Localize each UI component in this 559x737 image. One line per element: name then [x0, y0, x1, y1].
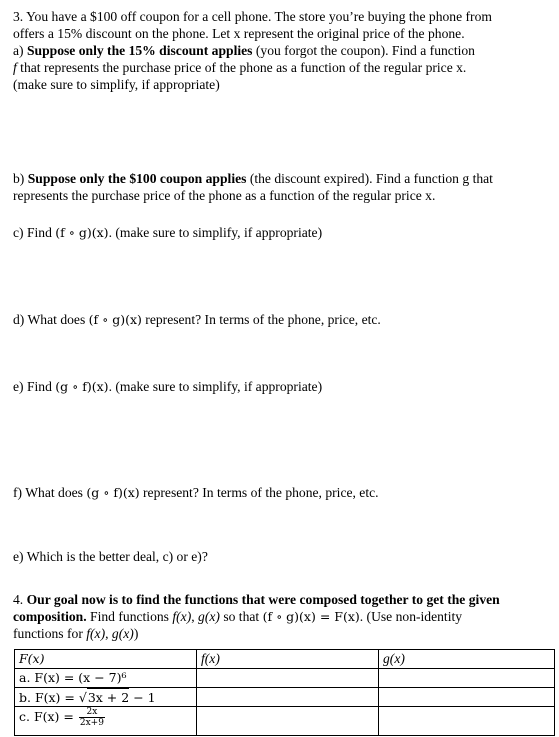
q4-line-3-a: functions for	[13, 626, 87, 641]
q4-line-2-a: Find functions	[86, 609, 173, 624]
part-a-line-3: (make sure to simplify, if appropriate)	[13, 77, 220, 92]
q4-composition-math: (f ∘ g)(x) = F(x)	[262, 609, 360, 624]
row-b-f-answer[interactable]	[197, 688, 379, 707]
part-d-prefix: d) What does	[13, 312, 89, 327]
part-c-line	[13, 224, 553, 241]
row-a-F	[15, 669, 197, 688]
part-e-math: (g ∘ f)(x)	[55, 379, 109, 394]
row-c-fraction	[79, 707, 105, 728]
q4-line-3-fx: f(x)	[86, 626, 106, 641]
table-header-row	[15, 650, 555, 669]
question-3d	[13, 311, 553, 328]
question-3f	[13, 484, 553, 501]
row-b-expression: b. F(x) = √3x + 2 − 1	[19, 690, 156, 705]
part-f-line	[13, 484, 553, 501]
part-f-rest: represent? In terms of the phone, price, etc.	[139, 485, 379, 500]
question-3e-better-deal	[13, 548, 553, 565]
part-b-line-1	[13, 170, 553, 187]
q4-line-3-c: )	[133, 626, 139, 641]
part-b-bold: Suppose only the $100 coupon applies	[27, 171, 247, 186]
part-a-rest: (you forgot the coupon). Find a function	[252, 43, 475, 58]
intro-line-2: offers a 15% discount on the phone. Let x represent the original price of the phone.	[13, 26, 465, 41]
q4-line-2-b: ,	[191, 609, 199, 624]
row-b-g-answer[interactable]	[379, 688, 555, 707]
q4-line-3-gx: g(x)	[111, 626, 134, 641]
question-3c	[13, 224, 553, 241]
composition-table	[14, 649, 555, 736]
header-Fx-text: F(x)	[19, 651, 45, 666]
row-a-f-answer[interactable]	[197, 669, 379, 688]
part-a-f: f	[13, 60, 17, 75]
part-c-prefix: c) Find	[13, 225, 56, 240]
part-f-prefix: f) What does	[13, 485, 87, 500]
part-d-line	[13, 311, 553, 328]
table-row	[15, 707, 555, 736]
part-b-rest: (the discount expired). Find a function g that	[246, 171, 493, 186]
row-c-denominator: 2x+9	[79, 718, 104, 728]
part-e-prefix: e) Find	[13, 379, 56, 394]
row-a-g-answer[interactable]	[379, 669, 555, 688]
part-d-rest: represent? In terms of the phone, price, etc.	[141, 312, 381, 327]
part-e-rest: . (make sure to simplify, if appropriate)	[108, 379, 323, 394]
row-a-expression: a. F(x) = (x − 7)⁶	[19, 670, 127, 685]
row-c-f-answer[interactable]	[197, 707, 379, 736]
row-c-F	[15, 707, 197, 736]
intro-line-1: 3. You have a $100 off coupon for a cell phone. The store you’re buying the phone from	[13, 9, 492, 24]
part-c-rest: . (make sure to simplify, if appropriate)	[108, 225, 323, 240]
part-d-math: (f ∘ g)(x)	[88, 312, 142, 327]
row-c-expression	[19, 707, 106, 728]
header-fx	[197, 650, 379, 669]
q4-line-1	[13, 591, 553, 608]
q4-bold-1: Our goal now is to find the functions that were composed together to get the given	[26, 592, 500, 607]
part-a-bold: Suppose only the 15% discount applies	[26, 43, 253, 58]
header-gx	[379, 650, 555, 669]
q4-gx: g(x)	[198, 609, 220, 624]
q4-number: 4.	[13, 592, 27, 607]
q4-bold-2: composition.	[13, 609, 87, 624]
part-b-line-2: represents the purchase price of the phone as a function of the regular price x.	[13, 188, 436, 203]
part-c-math: (f ∘ g)(x)	[55, 225, 109, 240]
q4-line-2-d: . (Use non-identity	[359, 609, 463, 624]
part-a-line-2-text: that represents the purchase price of the phone as a function of the regular price x.	[16, 60, 467, 75]
question-3b	[13, 170, 553, 204]
table-row	[15, 669, 555, 688]
header-gx-text: g(x)	[383, 651, 405, 666]
part-f-math: (g ∘ f)(x)	[86, 485, 140, 500]
row-c-numerator: 2x	[79, 707, 105, 718]
part-a-line-2	[13, 59, 553, 76]
part-a-line-1	[13, 42, 553, 59]
better-deal-line: e) Which is the better deal, c) or e)?	[13, 549, 208, 564]
row-c-prefix: c. F(x) =	[19, 709, 78, 724]
table-row	[15, 688, 555, 707]
question-3e	[13, 378, 553, 395]
row-b-radicand: 3x + 2	[87, 690, 130, 705]
row-b-prefix: b. F(x) =	[19, 690, 79, 705]
question-4-intro	[13, 591, 553, 642]
q4-line-3	[13, 625, 553, 642]
part-b-label: b)	[13, 171, 28, 186]
q4-line-2-c: so that	[219, 609, 263, 624]
q4-line-2	[13, 608, 553, 625]
question-3-intro	[13, 8, 553, 93]
q4-line-3-b: ,	[105, 626, 112, 641]
part-a-label: a)	[13, 43, 27, 58]
header-fx-text: f(x)	[201, 651, 220, 666]
part-e-line	[13, 378, 553, 395]
row-b-F	[15, 688, 197, 707]
row-b-suffix: − 1	[129, 690, 156, 705]
row-c-g-answer[interactable]	[379, 707, 555, 736]
header-Fx	[15, 650, 197, 669]
q4-fx: f(x)	[172, 609, 192, 624]
